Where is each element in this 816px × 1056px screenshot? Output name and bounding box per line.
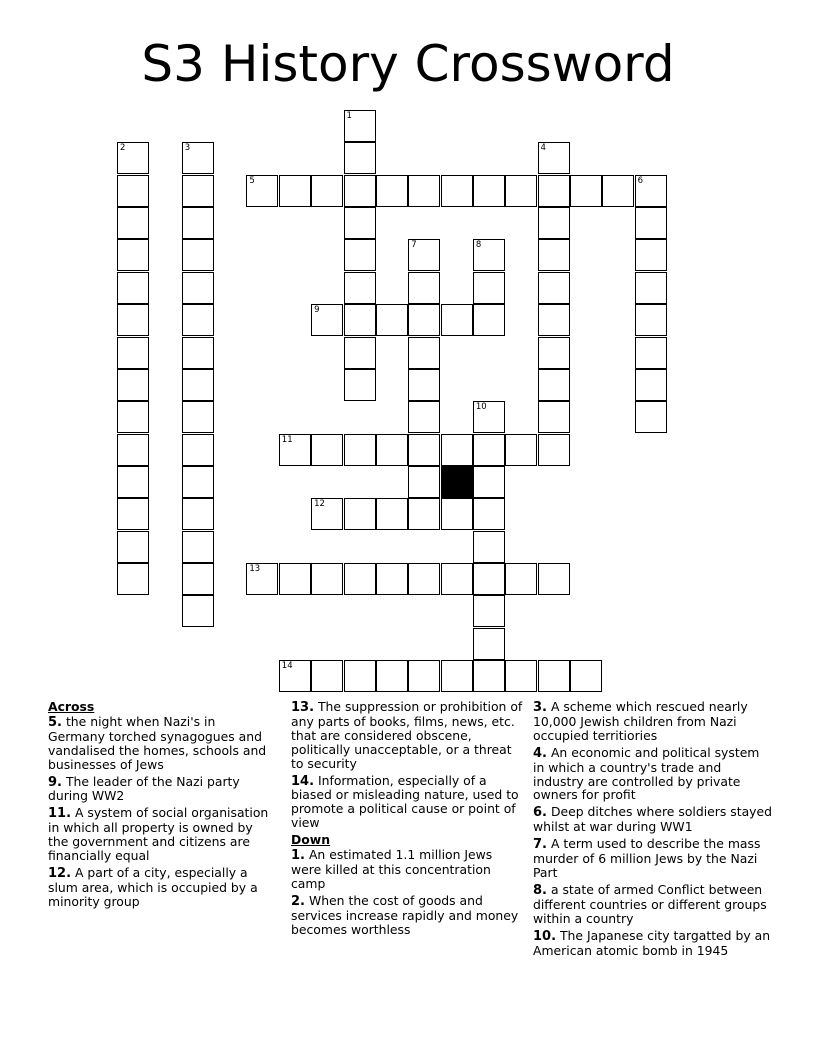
- grid-cell[interactable]: [441, 563, 473, 595]
- grid-cell[interactable]: [473, 304, 505, 336]
- clue-text: the night when Nazi's in Germany torched synagogues and vandalised the homes, schools and businesses of Jews: [48, 713, 267, 772]
- grid-cell[interactable]: [344, 207, 376, 239]
- cell-number: 3: [184, 143, 191, 154]
- grid-cell[interactable]: [408, 175, 440, 207]
- grid-cell[interactable]: [182, 304, 214, 336]
- grid-cell[interactable]: [635, 401, 667, 433]
- grid-cell[interactable]: [538, 175, 570, 207]
- grid-cell[interactable]: [182, 434, 214, 466]
- grid-cell[interactable]: [408, 434, 440, 466]
- grid-cell[interactable]: [473, 595, 505, 627]
- grid-cell[interactable]: [538, 239, 570, 271]
- grid-cell[interactable]: [408, 337, 440, 369]
- grid-cell[interactable]: [117, 563, 149, 595]
- grid-cell[interactable]: [505, 434, 537, 466]
- grid-cell[interactable]: [182, 369, 214, 401]
- grid-cell[interactable]: [279, 175, 311, 207]
- clue-text: When the cost of goods and services increase rapidly and money becomes worthless: [291, 892, 519, 937]
- cell-number: 14: [281, 661, 293, 671]
- grid-cell[interactable]: [505, 175, 537, 207]
- grid-cell[interactable]: [117, 498, 149, 530]
- grid-cell[interactable]: [344, 175, 376, 207]
- clue-text: An estimated 1.1 million Jews were killed at this concentration camp: [291, 847, 493, 891]
- clue-down-4: [533, 746, 773, 803]
- grid-cell[interactable]: [441, 498, 473, 530]
- cell-number: 1: [346, 111, 352, 121]
- clue-number: 4.: [533, 745, 547, 761]
- grid-cell[interactable]: [538, 337, 570, 369]
- grid-cell[interactable]: [635, 175, 667, 207]
- grid-cell[interactable]: [117, 304, 149, 336]
- grid-cell[interactable]: [344, 434, 376, 466]
- grid-cell[interactable]: [311, 175, 343, 207]
- clue-across-5: [48, 715, 276, 772]
- grid-cell[interactable]: [473, 531, 505, 563]
- grid-cell[interactable]: [538, 563, 570, 595]
- grid-cell[interactable]: [344, 369, 376, 401]
- clue-number: 10.: [533, 928, 557, 944]
- grid-cell[interactable]: [473, 434, 505, 466]
- grid-cell[interactable]: [473, 563, 505, 595]
- grid-cell[interactable]: [505, 563, 537, 595]
- grid-cell[interactable]: [408, 239, 440, 271]
- grid-cell[interactable]: [441, 175, 473, 207]
- grid-cell[interactable]: [538, 142, 570, 174]
- grid-cell[interactable]: [182, 563, 214, 595]
- grid-cell[interactable]: [473, 401, 505, 433]
- cell-number: 5: [249, 175, 255, 186]
- grid-cell[interactable]: [538, 272, 570, 304]
- grid-cell[interactable]: [376, 304, 408, 336]
- grid-cell[interactable]: [376, 175, 408, 207]
- grid-cell[interactable]: [473, 239, 505, 271]
- grid-cell[interactable]: [117, 207, 149, 239]
- grid-cell[interactable]: [117, 401, 149, 433]
- grid-cell[interactable]: [117, 434, 149, 466]
- grid-cell[interactable]: [538, 304, 570, 336]
- clue-across-12: [48, 866, 276, 909]
- grid-cell[interactable]: [344, 272, 376, 304]
- grid-cell[interactable]: [473, 498, 505, 530]
- grid-cell[interactable]: [408, 660, 440, 692]
- grid-cell[interactable]: [473, 272, 505, 304]
- clue-number: 9.: [48, 774, 62, 790]
- clue-down-7: [533, 837, 773, 880]
- clue-down-2: [291, 894, 526, 937]
- grid-cell[interactable]: [182, 207, 214, 239]
- grid-cell[interactable]: [344, 110, 376, 142]
- clue-text: A scheme which rescued nearly 10,000 Jewish children from Nazi occupied territiories: [533, 699, 748, 743]
- grid-cell[interactable]: [117, 142, 149, 174]
- clue-text: The suppression or prohibition of any parts of books, films, news, etc. that are considered obscene, politically unacceptable, or a threat to security: [291, 699, 523, 771]
- grid-cell[interactable]: [376, 563, 408, 595]
- grid-cell[interactable]: [376, 434, 408, 466]
- grid-cell[interactable]: [182, 531, 214, 563]
- clue-down-3: [533, 700, 773, 743]
- grid-cell[interactable]: [408, 369, 440, 401]
- grid-cell[interactable]: [344, 337, 376, 369]
- grid-block: [441, 466, 473, 498]
- grid-cell[interactable]: [344, 498, 376, 530]
- grid-cell[interactable]: [408, 401, 440, 433]
- grid-cell[interactable]: [311, 660, 343, 692]
- clues-column-1: [48, 700, 276, 912]
- grid-cell[interactable]: [344, 563, 376, 595]
- cell-number: 11: [281, 434, 293, 445]
- cell-number: 12: [314, 499, 325, 510]
- cell-number: 10: [475, 402, 487, 413]
- clue-text: a state of armed Conflict between different countries or different groups within a country: [533, 881, 767, 926]
- clue-number: 13.: [291, 700, 315, 715]
- grid-cell[interactable]: [408, 304, 440, 336]
- clue-number: 3.: [533, 700, 547, 715]
- grid-cell[interactable]: [117, 369, 149, 401]
- grid-cell[interactable]: [182, 337, 214, 369]
- grid-cell[interactable]: [408, 272, 440, 304]
- grid-cell[interactable]: [473, 628, 505, 660]
- grid-cell[interactable]: [246, 175, 278, 207]
- grid-cell[interactable]: [376, 660, 408, 692]
- grid-cell[interactable]: [538, 401, 570, 433]
- grid-cell[interactable]: [182, 142, 214, 174]
- grid-cell[interactable]: [538, 660, 570, 692]
- grid-cell[interactable]: [602, 175, 634, 207]
- grid-cell[interactable]: [344, 660, 376, 692]
- clue-number: 7.: [533, 837, 547, 853]
- clue-text: Deep ditches where soldiers stayed whilst at war during WW1: [533, 804, 772, 835]
- grid-cell[interactable]: [441, 660, 473, 692]
- grid-cell[interactable]: [117, 466, 149, 498]
- grid-cell[interactable]: [408, 498, 440, 530]
- grid-cell[interactable]: [182, 466, 214, 498]
- grid-cell[interactable]: [635, 272, 667, 304]
- grid-cell[interactable]: [441, 304, 473, 336]
- down-heading: Down: [291, 832, 331, 848]
- across-heading: Across: [48, 699, 95, 714]
- cell-number: 2: [120, 143, 126, 154]
- grid-cell[interactable]: [570, 660, 602, 692]
- grid-cell[interactable]: [182, 498, 214, 530]
- grid-cell[interactable]: [570, 175, 602, 207]
- puzzle-title: S3 History Crossword: [141, 35, 675, 93]
- clue-across-11: [48, 806, 276, 863]
- clue-down-10: [533, 929, 773, 958]
- grid-cell[interactable]: [344, 239, 376, 271]
- grid-cell[interactable]: [311, 304, 343, 336]
- grid-cell[interactable]: [117, 175, 149, 207]
- clues-column-3: [533, 700, 773, 960]
- grid-cell[interactable]: [473, 175, 505, 207]
- clue-text: A term used to describe the mass murder of 6 million Jews by the Nazi Part: [533, 836, 761, 880]
- grid-cell[interactable]: [538, 434, 570, 466]
- clue-number: 12.: [48, 865, 72, 881]
- grid-cell[interactable]: [182, 239, 214, 271]
- cell-number: 8: [475, 240, 482, 251]
- grid-cell[interactable]: [441, 434, 473, 466]
- cell-number: 9: [314, 305, 320, 316]
- grid-cell[interactable]: [408, 563, 440, 595]
- grid-cell[interactable]: [182, 175, 214, 207]
- clue-text: The Japanese city targatted by an American atomic bomb in 1945: [533, 927, 771, 958]
- clue-number: 1.: [291, 848, 305, 864]
- clue-number: 14.: [291, 773, 315, 789]
- grid-cell[interactable]: [311, 434, 343, 466]
- grid-cell[interactable]: [279, 434, 311, 466]
- clue-number: 6.: [533, 805, 547, 821]
- grid-cell[interactable]: [538, 207, 570, 239]
- grid-cell[interactable]: [635, 239, 667, 271]
- grid-cell[interactable]: [376, 498, 408, 530]
- grid-cell[interactable]: [246, 563, 278, 595]
- grid-cell[interactable]: [408, 466, 440, 498]
- clue-text: A part of a city, especially a slum area, which is occupied by a minority group: [48, 864, 258, 909]
- clue-down-1: [291, 848, 526, 891]
- clue-across-9: [48, 775, 276, 804]
- clue-number: 11.: [48, 806, 72, 822]
- grid-cell[interactable]: [505, 660, 537, 692]
- grid-cell[interactable]: [311, 563, 343, 595]
- clue-text: Information, especially of a biased or misleading nature, used to promote a political cause or point of view: [291, 772, 519, 831]
- clue-text: A system of social organisation in which all property is owned by the government and citizens are financially equal: [48, 805, 269, 864]
- grid-cell[interactable]: [344, 304, 376, 336]
- grid-cell[interactable]: [635, 207, 667, 239]
- grid-cell[interactable]: [182, 595, 214, 627]
- grid-cell[interactable]: [538, 369, 570, 401]
- grid-cell[interactable]: [182, 272, 214, 304]
- clue-down-6: [533, 805, 773, 834]
- cell-number: 4: [540, 143, 546, 154]
- grid-cell[interactable]: [117, 531, 149, 563]
- clue-text: An economic and political system in which a country's trade and industry are controlled by private owners for profit: [533, 744, 760, 803]
- clue-text: The leader of the Nazi party during WW2: [48, 773, 240, 804]
- clue-number: 5.: [48, 714, 62, 730]
- grid-cell[interactable]: [311, 498, 343, 530]
- cell-number: 7: [411, 240, 417, 251]
- grid-cell[interactable]: [635, 369, 667, 401]
- clue-across-14: [291, 774, 526, 831]
- clue-across-13: [291, 700, 526, 771]
- cell-number: 6: [637, 175, 644, 186]
- grid-cell[interactable]: [117, 337, 149, 369]
- grid-cell[interactable]: [279, 563, 311, 595]
- grid-cell[interactable]: [117, 239, 149, 271]
- grid-cell[interactable]: [635, 304, 667, 336]
- clue-number: 8.: [533, 882, 547, 898]
- grid-cell[interactable]: [473, 466, 505, 498]
- grid-cell[interactable]: [117, 272, 149, 304]
- grid-cell[interactable]: [182, 401, 214, 433]
- clues-column-2: [291, 700, 526, 940]
- cell-number: 13: [249, 563, 261, 574]
- grid-cell[interactable]: [473, 660, 505, 692]
- grid-cell[interactable]: [279, 660, 311, 692]
- clue-down-8: [533, 883, 773, 926]
- grid-cell[interactable]: [635, 337, 667, 369]
- grid-cell[interactable]: [344, 142, 376, 174]
- clue-number: 2.: [291, 893, 305, 909]
